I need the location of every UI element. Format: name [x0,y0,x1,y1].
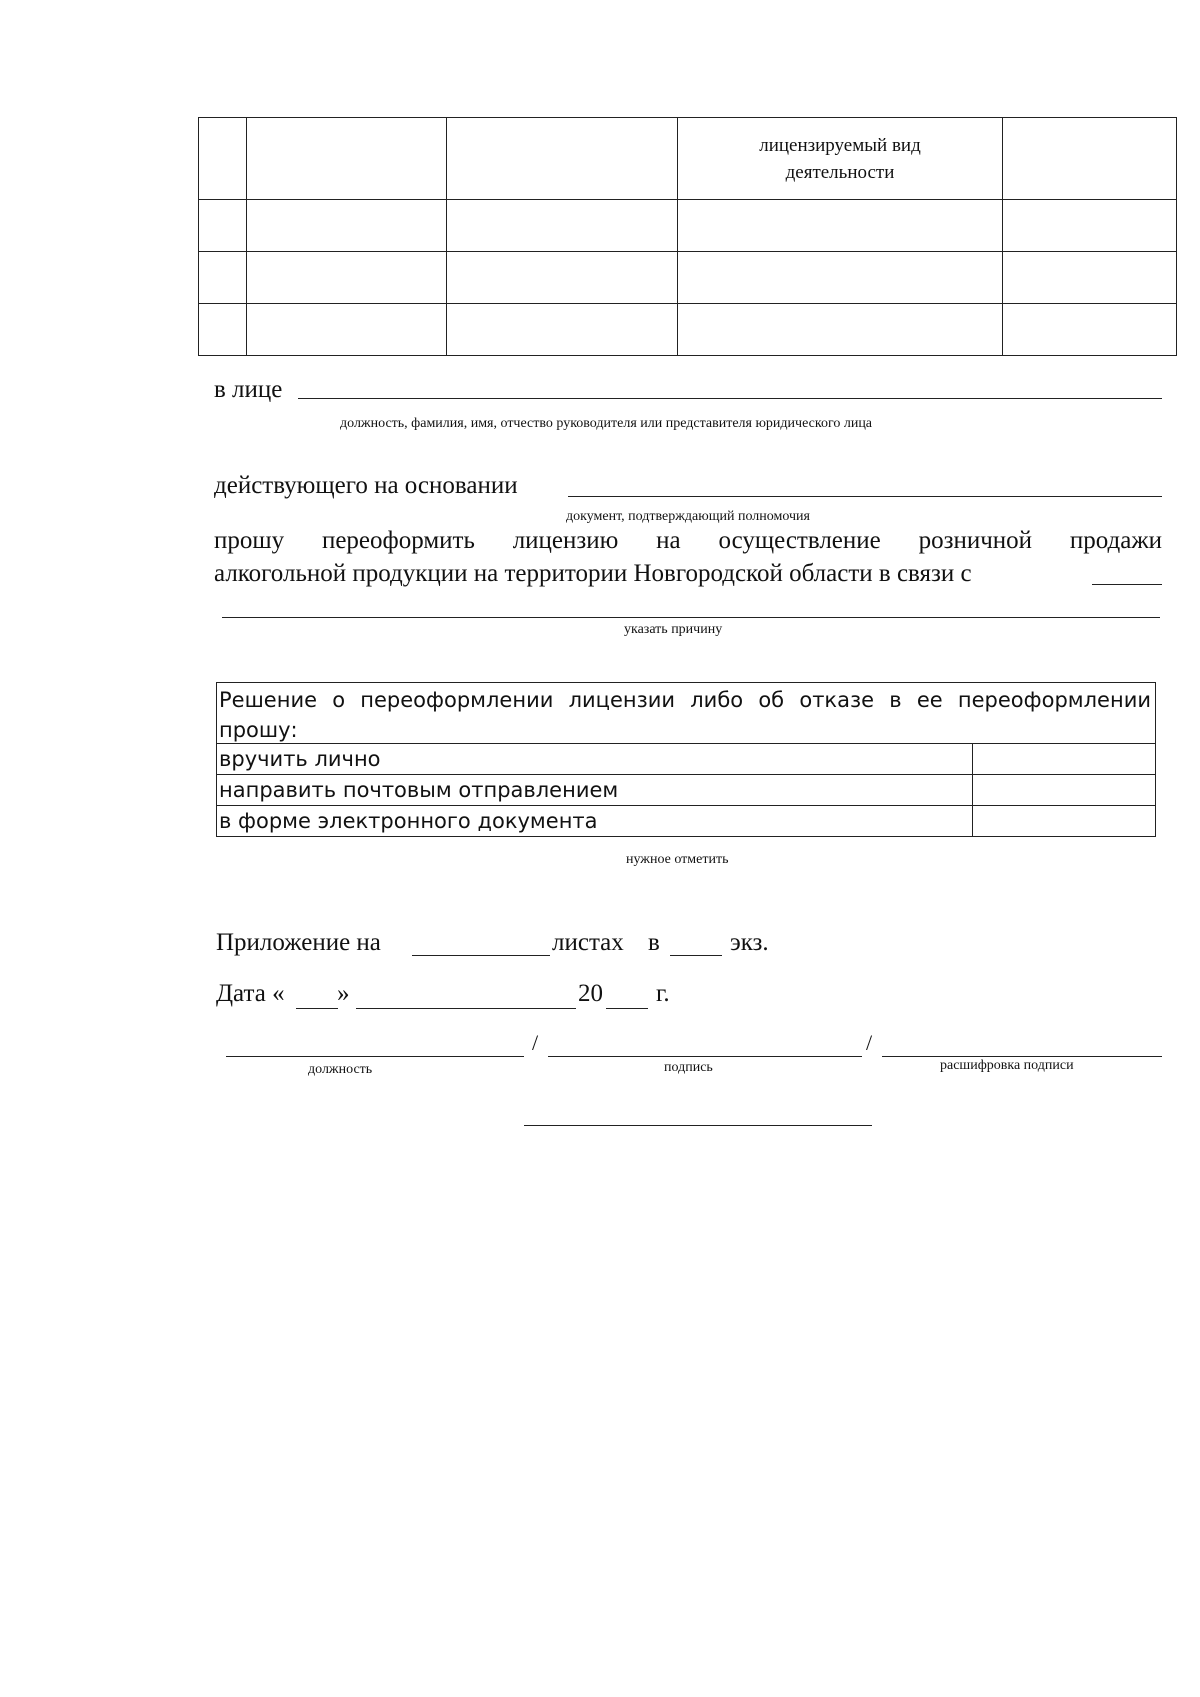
table-cell[interactable] [447,304,678,356]
table-cell[interactable] [678,252,1003,304]
license-activity-header: лицензируемый вид деятельности [678,118,1003,200]
decision-heading: Решение о переоформлении лицензии либо об отказе в ее переоформлении прошу: [219,688,1151,742]
date-day-line[interactable] [296,1008,338,1009]
reason-caption: указать причину [624,622,723,637]
position-line[interactable] [226,1056,524,1057]
appendix-sheets: листах [552,929,624,956]
option-checkbox[interactable] [972,774,1155,805]
table-cell[interactable] [678,304,1003,356]
signature-separator: / [866,1030,873,1055]
date-year-prefix: 20 [578,980,603,1007]
osnovanie-line[interactable] [568,496,1162,497]
table-cell[interactable] [199,252,247,304]
decision-option[interactable] [217,743,1155,773]
option-checkbox[interactable] [972,743,1155,774]
position-caption: должность [308,1062,373,1077]
table-row [199,252,1177,304]
table-cell [247,118,447,200]
table-cell[interactable] [247,304,447,356]
table-cell[interactable] [199,304,247,356]
request-line-1: прошу переоформить лицензию на осуществление розничной продажи [214,527,1162,554]
date-label: Дата « [216,980,285,1007]
table-cell[interactable] [1003,200,1177,252]
date-close-quote: » [337,980,350,1007]
appendix-prefix: Приложение на [216,929,381,956]
table-cell[interactable] [247,200,447,252]
option-label: вручить лично [219,747,381,771]
option-label: в форме электронного документа [219,809,598,833]
signature-separator: / [532,1030,539,1055]
table-cell [199,118,247,200]
date-year-suffix: г. [656,980,670,1007]
decoding-line[interactable] [882,1056,1162,1057]
option-label: направить почтовым отправлением [219,778,619,802]
license-table [198,117,1177,356]
reason-short-line[interactable] [1092,584,1162,585]
table-cell[interactable] [199,200,247,252]
table-cell [1003,118,1177,200]
appendix-copies-line[interactable] [670,955,722,956]
appendix-copies: экз. [730,929,769,956]
decoding-caption: расшифровка подписи [940,1058,1074,1073]
signature-line[interactable] [548,1056,862,1057]
v-litse-label: в лице [214,376,283,403]
date-year-line[interactable] [606,1008,648,1009]
decision-option[interactable] [217,805,1155,835]
bottom-line [524,1125,872,1126]
v-litse-caption: должность, фамилия, имя, отчество руководителя или представителя юридического лица [340,416,873,431]
osnovanie-label: действующего на основании [214,472,518,499]
table-header-row [199,118,1177,200]
table-row [199,200,1177,252]
table-cell[interactable] [1003,304,1177,356]
decision-option[interactable] [217,774,1155,804]
option-checkbox[interactable] [972,805,1155,836]
reason-line[interactable] [222,617,1160,618]
appendix-sheets-line[interactable] [412,955,550,956]
decision-note: нужное отметить [626,852,729,867]
request-line-2: алкогольной продукции на территории Новгородской области в связи с [214,560,972,587]
table-cell[interactable] [447,252,678,304]
table-cell[interactable] [447,200,678,252]
table-cell [447,118,678,200]
v-litse-line[interactable] [298,398,1162,399]
date-month-line[interactable] [356,1008,576,1009]
decision-box [216,682,1156,837]
table-row [199,304,1177,356]
signature-caption: подпись [664,1060,713,1075]
table-cell[interactable] [247,252,447,304]
table-cell[interactable] [1003,252,1177,304]
osnovanie-caption: документ, подтверждающий полномочия [566,509,810,524]
table-cell[interactable] [678,200,1003,252]
appendix-in: в [648,929,660,956]
